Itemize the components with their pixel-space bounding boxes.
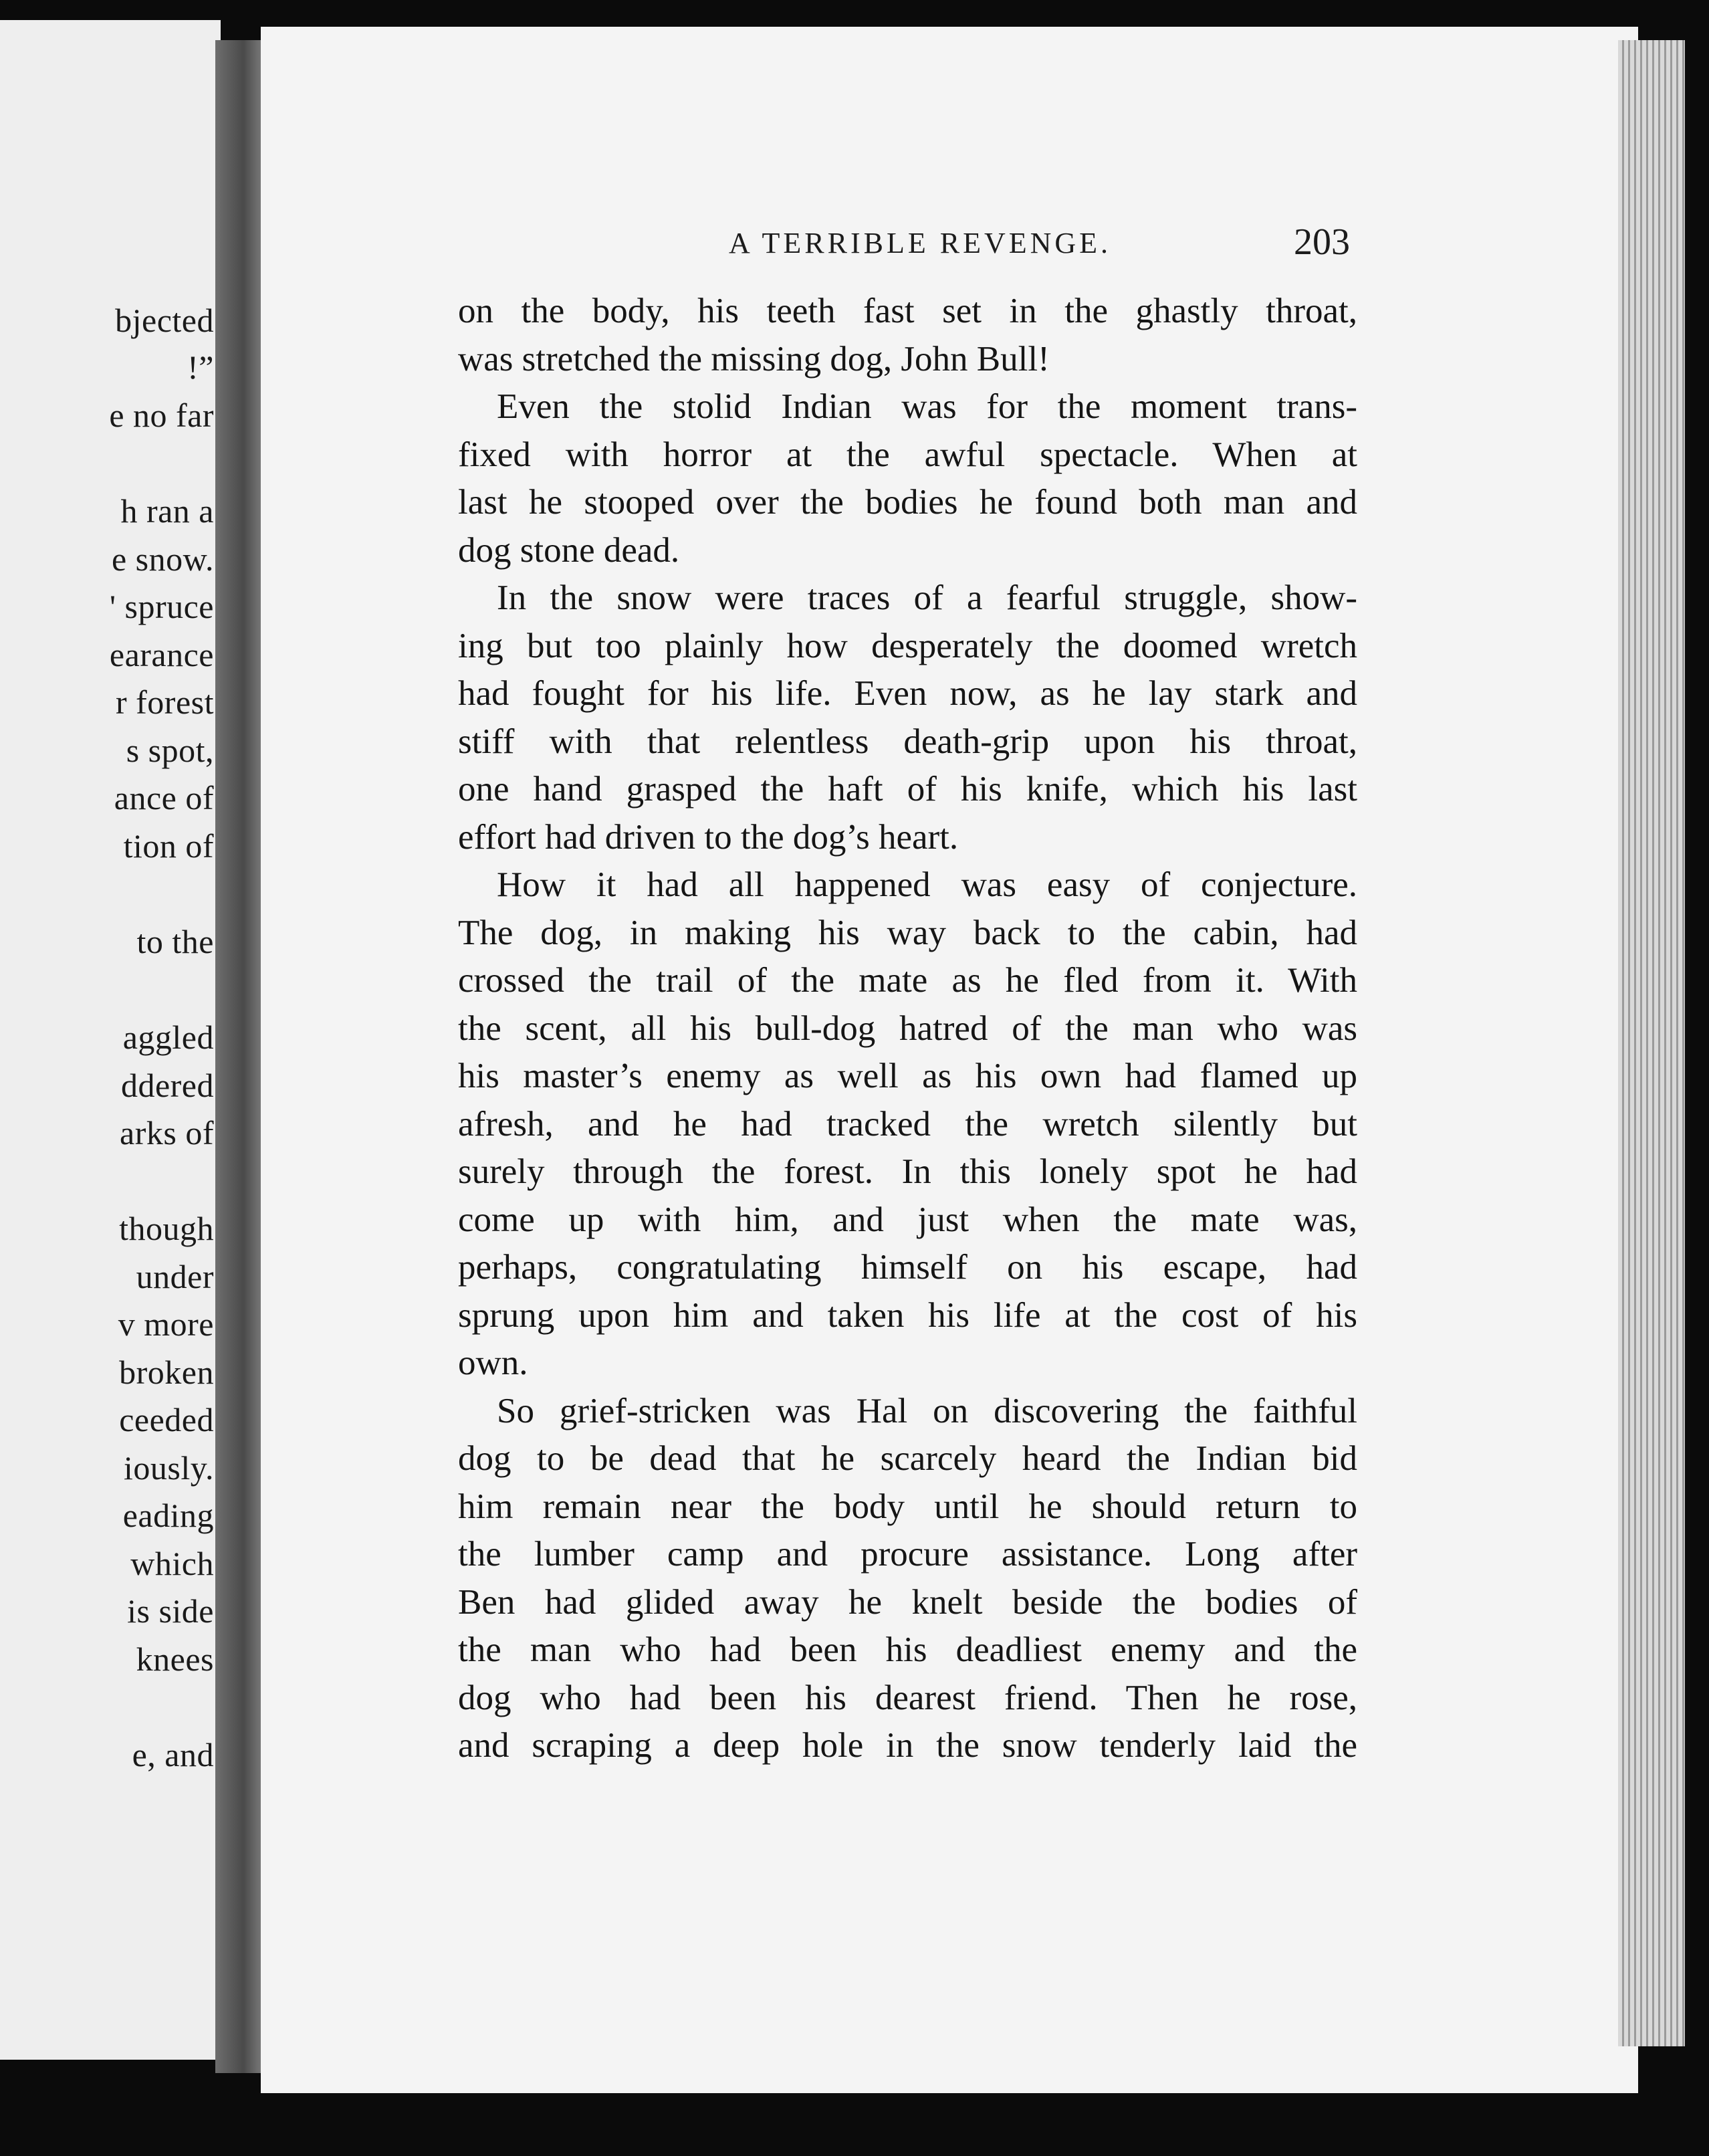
text-line: was stretched the missing dog, John Bull! [458, 339, 1050, 379]
text-line: How it had all happened was easy of conjecture. [497, 865, 1357, 904]
text-line: fixed with horror at the awful spectacle. When at [458, 435, 1357, 474]
facing-page-line: under [136, 1258, 214, 1295]
text-line: dog stone dead. [458, 530, 680, 570]
running-head: A TERRIBLE REVENGE. [729, 227, 1112, 259]
text-line: Ben had glided away he knelt beside the bodies of [458, 1582, 1357, 1622]
text-line: surely through the forest. In this lonely spot he had [458, 1152, 1357, 1191]
text-line: crossed the trail of the mate as he fled from it. With [458, 961, 1357, 1000]
text-line: the scent, all his bull-dog hatred of the man who was [458, 1008, 1357, 1048]
text-line: him remain near the body until he should return to [458, 1487, 1357, 1526]
page-body-text [458, 288, 1357, 1770]
facing-page-line: earance [109, 636, 214, 673]
facing-page-line: h ran a [120, 492, 214, 530]
text-line: had fought for his life. Even now, as he lay stark and [458, 674, 1357, 713]
facing-page-line: ance of [114, 779, 214, 817]
facing-page-line: arks of [120, 1114, 214, 1152]
text-line: stiff with that relentless death-grip upon his throat, [458, 722, 1357, 761]
facing-page-line: e no far [109, 397, 214, 434]
text-line: dog who had been his dearest friend. Then he rose, [458, 1678, 1357, 1717]
facing-page-line: v more [118, 1305, 214, 1343]
text-line: ing but too plainly how desperately the doomed wretch [458, 626, 1357, 665]
facing-page-line: ' spruce [109, 588, 214, 625]
page-number: 203 [1294, 221, 1350, 263]
text-line: sprung upon him and taken his life at the cost of his [458, 1295, 1357, 1335]
facing-page-line: knees [136, 1640, 214, 1678]
text-line: his master’s enemy as well as his own had flamed up [458, 1057, 1357, 1095]
text-line: So grief-stricken was Hal on discovering the faithful [497, 1391, 1357, 1430]
facing-page-line: !” [187, 348, 214, 386]
text-line: the lumber camp and procure assistance. Long after [458, 1535, 1357, 1574]
facing-page-line: tion of [123, 827, 214, 865]
facing-page-line: aggled [122, 1018, 214, 1056]
text-line: afresh, and he had tracked the wretch silently but [458, 1104, 1357, 1144]
facing-page-line: bjected [115, 302, 214, 339]
facing-page-line: iously. [124, 1449, 214, 1487]
text-line: come up with him, and just when the mate was, [458, 1200, 1357, 1239]
facing-page-line: is side [127, 1592, 214, 1630]
facing-page-line: to the [136, 923, 214, 960]
facing-page-line: ceeded [119, 1401, 214, 1438]
facing-page-fragment [0, 20, 221, 2060]
facing-page-line: though [119, 1210, 214, 1247]
text-line: the man who had been his deadliest enemy and the [458, 1630, 1357, 1669]
text-line: The dog, in making his way back to the cabin, had [458, 913, 1357, 952]
text-line: dog to be dead that he scarcely heard the Indian bid [458, 1439, 1357, 1478]
text-line: effort had driven to the dog’s heart. [458, 817, 959, 857]
text-line: In the snow were traces of a fearful struggle, show- [497, 578, 1357, 617]
text-line: last he stooped over the bodies he found both man and [458, 483, 1357, 522]
text-line: perhaps, congratulating himself on his escape, had [458, 1248, 1357, 1287]
facing-page-line: broken [119, 1354, 214, 1391]
facing-page-line: ddered [120, 1067, 214, 1104]
text-line: one hand grasped the haft of his knife, which his last [458, 770, 1357, 808]
text-line: on the body, his teeth fast set in the ghastly throat, [458, 292, 1357, 330]
facing-page-line: e, and [132, 1736, 214, 1773]
text-line: and scraping a deep hole in the snow tenderly laid the [458, 1726, 1357, 1765]
text-line: own. [458, 1343, 528, 1382]
facing-page-line: which [130, 1545, 214, 1582]
facing-page-line: s spot, [126, 732, 214, 769]
text-line: Even the stolid Indian was for the moment trans- [497, 387, 1357, 426]
page-edges [1618, 40, 1685, 2046]
facing-page-line: r forest [116, 683, 214, 721]
facing-page-line: eading [122, 1497, 214, 1534]
book-gutter [215, 40, 262, 2073]
facing-page-line: e snow. [111, 540, 214, 578]
